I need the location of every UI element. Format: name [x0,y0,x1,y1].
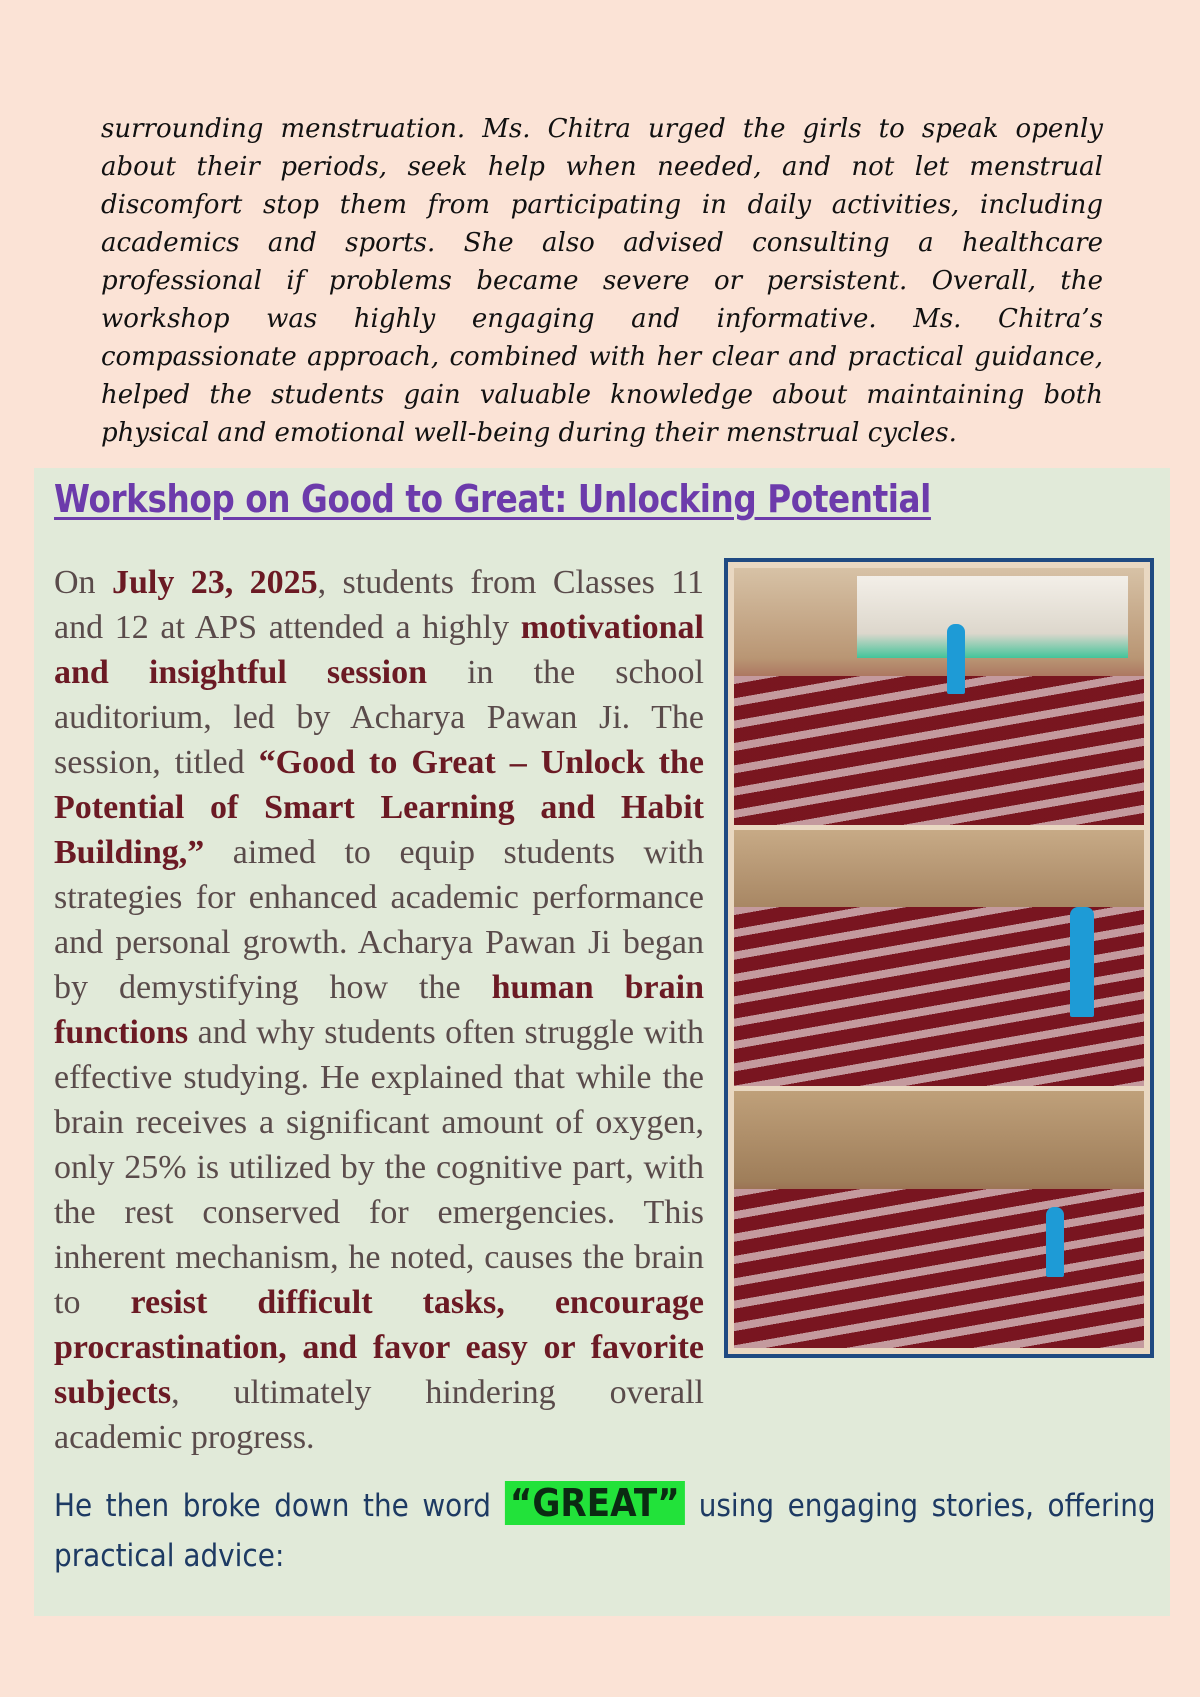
auditorium-photo-2 [734,830,1144,1087]
body-bold-brain: human brain functions [54,969,704,1051]
body-text-4: aimed to equip students with strategies for enhanced academic performance and personal growth. Acharya Pawan Ji began by demystifying how the [54,834,704,1006]
auditorium-photo-3 [734,1091,1144,1348]
body-bold-resist: resist difficult tasks, encourage procrastination, and favor easy or favorite subjects [54,1284,705,1411]
body-text-1: On [54,564,112,601]
body-text-3: in the school auditorium, led by Acharya Pawan Ji. The session, titled [54,654,704,781]
body-text-2: , students from Classes 11 and 12 at APS attended a highly [54,564,704,646]
body-text-6: , ultimately hindering overall academic progress. [54,1374,704,1456]
closing-text-before: He then broke down the word [54,1488,505,1524]
great-highlight: “GREAT” [504,1481,685,1525]
workshop-section [34,468,1170,1616]
intro-paragraph: surrounding menstruation. Ms. Chitra urged the girls to speak openly about their periods, seek help when needed, and not let menstrual discomfort stop them from participating in daily activities, including academics and sports. She also advised consulting a healthcare professional if problems became severe or persistent. Overall, the workshop was highly engaging and informative. Ms. Chitra’s compassionate approach, combined with her clear and practical guidance, helped the students gain valuable knowledge about maintaining both physical and emotional well-being during their menstrual cycles. [101,114,1103,448]
section-heading: Workshop on Good to Great: Unlocking Potential [54,477,931,521]
photo-collage [724,558,1154,1358]
closing-text-after: using engaging stories, offering practical advice: [54,1488,1156,1574]
auditorium-photo-1 [734,568,1144,825]
section-body [54,560,704,1460]
body-bold-title: “Good to Great – Unlock the Potential of Smart Learning and Habit Building,” [54,744,705,871]
body-bold-date: July 23, 2025 [111,564,318,601]
body-text-5: and why students often struggle with effective studying. He explained that while the brain receives a significant amount of oxygen, only 25% is utilized by the cognitive part, with the rest conserved for emergencies. This inherent mechanism, he noted, causes the brain to [54,1014,704,1321]
closing-line [54,1478,1156,1581]
body-bold-session: motivational and insightful session [54,609,704,691]
